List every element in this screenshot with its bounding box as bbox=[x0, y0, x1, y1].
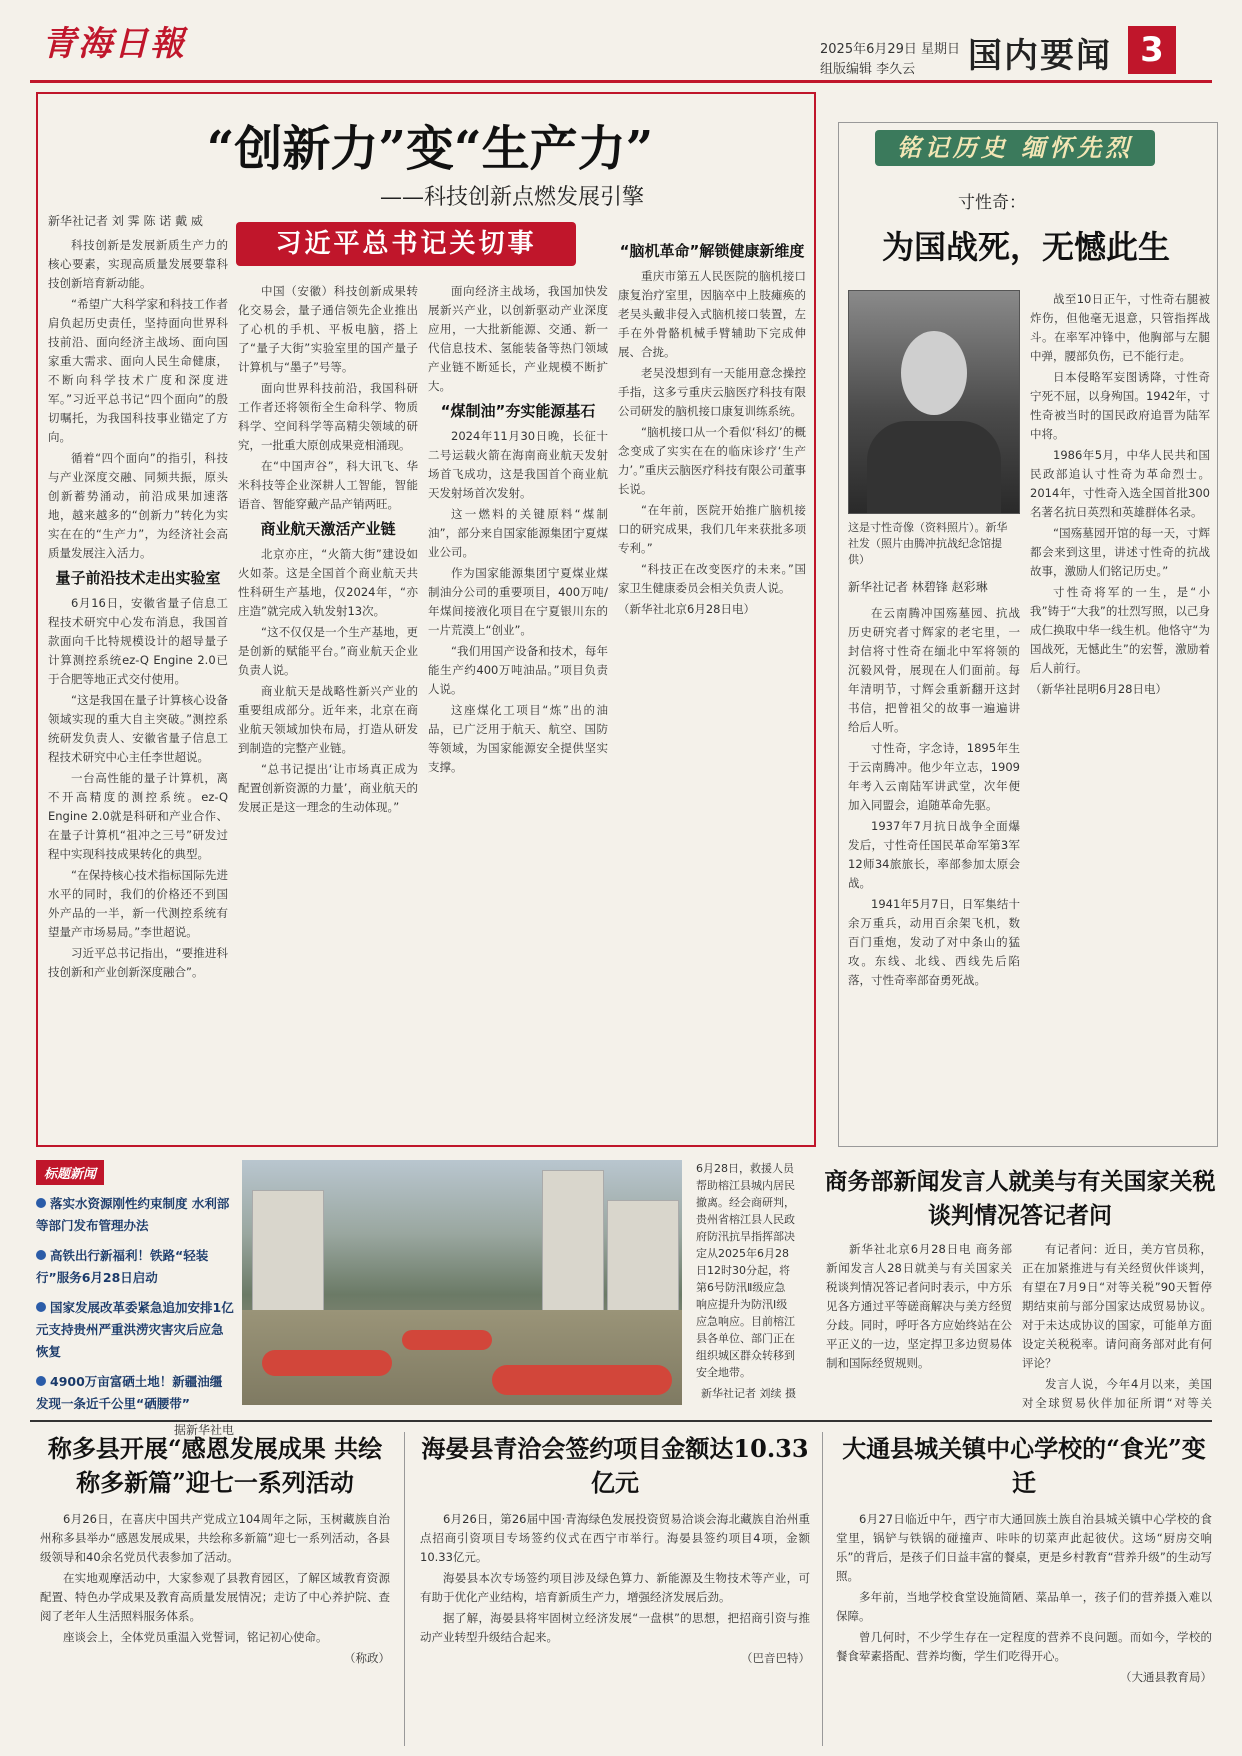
memorial-byline: 新华社记者 林碧锋 赵彩琳 bbox=[848, 580, 988, 594]
bottom-story-1-body bbox=[40, 1510, 390, 1746]
paragraph: 老吴没想到有一天能用意念操控手指，这多亏重庆云脑医疗科技有限公司研发的脑机接口康复训练系统。 bbox=[618, 366, 806, 418]
bullet-icon bbox=[36, 1250, 46, 1260]
lead-column-1 bbox=[48, 236, 228, 1136]
paragraph: 1937年7月抗日战争全面爆发后，寸性奇任国民革命军第3军12师34旅旅长，率部参加太原会战。 bbox=[848, 819, 1020, 890]
paragraph: “总书记提出‘让市场真正成为配置创新资源的力量’，商业航天的发展正是这一理念的生动体现。” bbox=[238, 762, 418, 814]
author: （大通县教育局） bbox=[1120, 1670, 1212, 1684]
bullet-icon bbox=[36, 1198, 46, 1208]
lead-column-4 bbox=[618, 236, 806, 1136]
newspaper-logo: 青海日報 bbox=[42, 24, 186, 64]
paragraph: 寸性奇将军的一生，是“小我”铸于“大我”的壮烈写照，以己身成仁换取中华一线生机。他恪守“为国战死，无憾此生”的宏誓，激励着后人前行。 bbox=[1030, 585, 1210, 675]
lead-subhead-2: 商业航天激活产业链 bbox=[260, 520, 396, 538]
portrait-caption: 这是寸性奇像（资料照片）。新华社发（照片由腾冲抗战纪念馆提供） bbox=[848, 521, 1008, 566]
section-title: 国内要闻 bbox=[968, 36, 1112, 76]
paragraph: “科技正在改变医疗的未来。”国家卫生健康委员会相关负责人说。 bbox=[618, 562, 806, 595]
paragraph: “国殇墓园开馆的每一天，寸辉都会来到这里，讲述寸性奇的抗战故事，激励人们铭记历史。” bbox=[1030, 526, 1210, 578]
news-flash-box bbox=[36, 1160, 234, 1437]
bottom-section-rule bbox=[30, 1420, 1212, 1422]
lead-byline: 新华社记者 刘 霁 陈 诺 戴 威 bbox=[48, 214, 203, 228]
commerce-column-1 bbox=[826, 1240, 1012, 1410]
flash-item[interactable] bbox=[36, 1371, 234, 1415]
paragraph: 在“中国声谷”，科大讯飞、华米科技等企业深耕人工智能，智能语音、智能穿戴产品产销两旺。 bbox=[238, 459, 418, 511]
paragraph: “在年前，医院开始推广脑机接口的研究成果，我们几年来获批多项专利。” bbox=[618, 503, 806, 555]
dateline: （新华社昆明6月28日电） bbox=[1030, 682, 1167, 696]
commerce-headline: 商务部新闻发言人就美与有关国家关税谈判情况答记者问 bbox=[824, 1168, 1216, 1229]
paragraph: “这是我国在量子计算核心设备领域实现的重大自主突破。”测控系统研发负责人、安徽省量子信息工程技术研究中心主任李世超说。 bbox=[48, 693, 228, 764]
paragraph: 有记者问：近日，美方官员称，正在加紧推进与有关经贸伙伴谈判，有望在7月9日“对等关税”90天暂停期结束前与部分国家达成贸易协议。对于未达成协议的国家，可能单方面设定关税税率。请问商务部对此有何评论？ bbox=[1022, 1242, 1212, 1370]
bottom-story-2-body bbox=[420, 1510, 810, 1746]
bottom-story-3-body bbox=[836, 1510, 1212, 1746]
photo-building bbox=[542, 1170, 604, 1312]
paragraph: 2024年11月30日晚，长征十二号运载火箭在海南商业航天发射场首飞成功，这是我国首个商业航天发射场首次发射。 bbox=[428, 429, 608, 500]
paragraph: 发言人说，今年4月以来，美国对全球贸易伙伴加征所谓“对等关 bbox=[1022, 1377, 1212, 1410]
photo-building bbox=[252, 1190, 324, 1312]
memorial-headline: 为国战死，无憾此生 bbox=[881, 228, 1170, 266]
column-separator bbox=[822, 1432, 823, 1746]
paragraph: 这一燃料的关键原料“煤制油”，部分来自国家能源集团宁夏煤业公司。 bbox=[428, 507, 608, 559]
paragraph: 商业航天是战略性新兴产业的重要组成部分。近年来，北京在商业航天领域加快布局，打造从研发到制造的完整产业链。 bbox=[238, 684, 418, 755]
author: （称政） bbox=[344, 1651, 390, 1665]
author: （巴音巴特） bbox=[741, 1651, 810, 1665]
flash-item-text: 国家发展改革委紧急追加安排1亿元支持贵州严重洪涝灾害灾后应急恢复 bbox=[36, 1300, 234, 1359]
column-separator bbox=[404, 1432, 405, 1746]
flash-item-text: 高铁出行新福利！铁路“轻装行”服务6月28日启动 bbox=[36, 1248, 209, 1285]
paragraph: 寸性奇，字念诗，1895年生于云南腾冲。他少年立志，1909年考入云南陆军讲武堂，次年便加入同盟会，追随革命先驱。 bbox=[848, 741, 1020, 812]
bottom-story-1-headline: 称多县开展“感恩发展成果 共绘称多新篇”迎七一系列活动 bbox=[47, 1434, 383, 1497]
flood-rescue-photo bbox=[242, 1160, 682, 1405]
paragraph: 1941年5月7日，日军集结十余万重兵，动用百余架飞机，数百门重炮，发动了对中条山的猛攻。东线、北线、西线先后陷落，寸性奇率部奋勇死战。 bbox=[848, 897, 1020, 987]
paragraph: 日本侵略军妄图诱降，寸性奇宁死不屈，以身殉国。1942年，寸性奇被当时的国民政府追晋为陆军中将。 bbox=[1030, 370, 1210, 441]
issue-editor: 组版编辑 李久云 bbox=[820, 62, 916, 77]
memorial-column-2 bbox=[1030, 290, 1210, 1140]
dateline: （新华社北京6月28日电） bbox=[618, 602, 755, 616]
photo-building bbox=[607, 1200, 679, 1312]
lead-headline: “创新力”变“生产力” bbox=[206, 121, 654, 177]
paragraph: 作为国家能源集团宁夏煤业煤制油分公司的重要项目，400万吨/年煤间接液化项目在宁夏银川东的一片荒漠上“创业”。 bbox=[428, 566, 608, 637]
flash-item[interactable] bbox=[36, 1297, 234, 1363]
portrait-photo bbox=[848, 290, 1020, 514]
paragraph: “希望广大科学家和科技工作者肩负起历史责任，坚持面向世界科技前沿、面向经济主战场、面向国家重大需求、面向人民生命健康，不断向科学技术广度和深度进军。”习近平总书记“四个面向”的殷切嘱托，为我国科技事业锚定了方向。 bbox=[48, 297, 228, 444]
lead-subhead-3: “煤制油”夯实能源基石 bbox=[440, 402, 596, 420]
photo-rescue-boat bbox=[262, 1350, 392, 1376]
lead-subhead-4: “脑机革命”解锁健康新维度 bbox=[619, 242, 805, 260]
portrait-body bbox=[867, 421, 1001, 513]
memorial-tag: 铭记历史 缅怀先烈 bbox=[875, 130, 1155, 166]
paragraph: 新华社北京6月28日电 商务部新闻发言人28日就美与有关国家关税谈判情况答记者问时表示，中方乐见各方通过平等磋商解决与美方经贸分歧。同时，呼吁各方应始终站在公平正义的一边，坚定捍卫多边贸易体制和国际经贸规则。 bbox=[826, 1242, 1012, 1370]
paragraph: 曾几何时，不少学生存在一定程度的营养不良问题。而如今，学校的餐食荤素搭配、营养均衡，学生们吃得开心。 bbox=[836, 1630, 1212, 1663]
paragraph: 重庆市第五人民医院的脑机接口康复治疗室里，因脑卒中上肢瘫痪的老吴头戴非侵入式脑机接口装置，左手在外骨骼机械手臂辅助下完成伸展、合拢。 bbox=[618, 269, 806, 359]
paragraph: “脑机接口从一个看似‘科幻’的概念变成了实实在在的临床诊疗‘生产力’。”重庆云脑医疗科技有限公司董事长说。 bbox=[618, 425, 806, 496]
paragraph: 海晏县本次专场签约项目涉及绿色算力、新能源及生物技术等产业，可有助于优化产业结构，培育新质生产力，增强经济发展后劲。 bbox=[420, 1571, 810, 1604]
paragraph: “在保持核心技术指标国际先进水平的同时，我们的价格还不到国外产品的一半，新一代测控系统有望量产市场易局。”李世超说。 bbox=[48, 868, 228, 939]
page-number: 3 bbox=[1128, 26, 1176, 74]
photo-rescue-boat bbox=[402, 1330, 492, 1350]
paragraph: 6月27日临近中午，西宁市大通回族土族自治县城关镇中心学校的食堂里，锅铲与铁锅的碰撞声、咔咔的切菜声此起彼伏。这场“厨房交响乐”的背后，是孩子们日益丰富的餐桌，更是乡村教育“营养升级”的生动写照。 bbox=[836, 1512, 1212, 1583]
lead-subheadline: ——科技创新点燃发展引擎 bbox=[380, 185, 645, 210]
paragraph: “这不仅仅是一个生产基地，更是创新的赋能平台。”商业航天企业负责人说。 bbox=[238, 625, 418, 677]
lead-banner: 习近平总书记关切事 bbox=[236, 222, 576, 266]
paragraph: 循着“四个面向”的指引，科技与产业深度交融、同频共振，原头创新蓄势涌动，前沿成果加速落地，越来越多的“创新力”转化为实实在在的“生产力”，为经济社会高质量发展注入活力。 bbox=[48, 451, 228, 560]
paragraph: 6月26日，第26届中国·青海绿色发展投资贸易洽谈会海北藏族自治州重点招商引资项目专场签约仪式在西宁市举行。海晏县签约项目4项，金额10.33亿元。 bbox=[420, 1512, 810, 1564]
memorial-column-1 bbox=[848, 604, 1020, 1139]
photo-credit: 新华社记者 刘续 摄 bbox=[701, 1387, 796, 1400]
header-rule bbox=[30, 80, 1212, 83]
paragraph: 战至10日正午，寸性奇右腿被炸伤，但他毫无退意，只管指挥战斗。在率军冲锋中，他胸部与左腿中弹，腰部负伤，已不能行走。 bbox=[1030, 292, 1210, 363]
news-flash-tag: 标题新闻 bbox=[36, 1160, 104, 1185]
bullet-icon bbox=[36, 1302, 46, 1312]
paragraph: 科技创新是发展新质生产力的核心要素，实现高质量发展要靠科技创新培育新动能。 bbox=[48, 238, 228, 290]
issue-date: 2025年6月29日 星期日 bbox=[820, 42, 961, 57]
flash-item-text: 落实水资源刚性约束制度 水利部等部门发布管理办法 bbox=[36, 1196, 230, 1233]
paragraph: 面向世界科技前沿，我国科研工作者还将领衔全生命科学、物质科学、空间科学等高精尖领域的研究，一批重大原创成果竞相涌现。 bbox=[238, 381, 418, 452]
flash-item-text: 4900万亩富硒土地！新疆油缰发现一条近千公里“硒腰带” bbox=[36, 1374, 223, 1411]
portrait-head bbox=[901, 331, 967, 415]
paragraph: 1986年5月，中华人民共和国民政部追认寸性奇为革命烈士。2014年，寸性奇入选全国首批300名著名抗日英烈和英雄群体名录。 bbox=[1030, 448, 1210, 519]
paragraph: 这座煤化工项目“炼”出的油品，已广泛用于航天、航空、国防等领域，为国家能源安全提供坚实支撑。 bbox=[428, 703, 608, 774]
issue-info bbox=[820, 40, 960, 80]
paragraph: 在云南腾冲国殇墓园、抗战历史研究者寸辉家的老宅里，一封信将寸性奇在缅北中军将领的沉毅风骨，展现在人们面前。每年清明节，寸辉会重新翻开这封书信，把曾祖父的故事一遍遍讲给后人听。 bbox=[848, 606, 1020, 734]
paragraph: 6月26日，在喜庆中国共产党成立104周年之际，玉树藏族自治州称多县举办“感恩发展成果，共绘称多新篇”迎七一系列活动，各县级领导和40余名党员代表参加了活动。 bbox=[40, 1512, 390, 1564]
paragraph: 据了解，海晏县将牢固树立经济发展“一盘棋”的思想，把招商引资与推动产业转型升级结合起来。 bbox=[420, 1611, 810, 1644]
commerce-column-2 bbox=[1022, 1240, 1212, 1410]
paragraph: 座谈会上，全体党员重温入党誓词，铭记初心使命。 bbox=[63, 1630, 328, 1644]
paragraph: 一台高性能的量子计算机，离不开高精度的测控系统。ez-Q Engine 2.0就是科研和产业合作、在量子计算机“祖冲之三号”研发过程中实现科技成果转化的典型。 bbox=[48, 771, 228, 861]
lead-column-3 bbox=[428, 282, 608, 1137]
flash-item[interactable] bbox=[36, 1245, 234, 1289]
bottom-story-3-headline: 大通县城关镇中心学校的“食光”变迁 bbox=[842, 1434, 1206, 1497]
paragraph: 多年前，当地学校食堂设施简陋、菜品单一，孩子们的营养摄入难以保障。 bbox=[836, 1590, 1212, 1623]
flash-item[interactable] bbox=[36, 1193, 234, 1237]
paragraph: 习近平总书记指出，“要推进科技创新和产业创新深度融合”。 bbox=[48, 946, 228, 979]
photo-rescue-boat bbox=[492, 1365, 672, 1395]
paragraph: 中国（安徽）科技创新成果转化交易会，量子通信领先企业推出了心机的手机、平板电脑，搭上了“量子大街”实验室里的国产量子计算机与“墨子”号等。 bbox=[238, 284, 418, 374]
bullet-icon bbox=[36, 1376, 46, 1386]
photo-caption-text: 6月28日，救援人员帮助榕江县城内居民撤离。经会商研判，贵州省榕江县人民政府防汛抗旱指挥部决定从2025年6月28日12时30分起，将第6号防汛Ⅱ级应急响应提升为防汛Ⅰ级应急响应。目前榕江县各单位、部门正在组织城区群众转移到安全地带。 bbox=[696, 1162, 795, 1379]
memorial-pre-title: 寸性奇： bbox=[958, 193, 1026, 213]
paragraph: 北京亦庄，“火箭大街”建设如火如荼。这是全国首个商业航天共性科研生产基地，仅2024年，“亦庄造”就完成入轨发射13次。 bbox=[238, 547, 418, 618]
paragraph: 面向经济主战场，我国加快发展新兴产业，以创新驱动产业深度应用，一大批新能源、交通、新一代信息技术、氢能装备等热门领域产业链不断延长，产业规模不断扩大。 bbox=[428, 284, 608, 393]
flash-source: 据新华社电 bbox=[173, 1423, 234, 1437]
paragraph: “我们用国产设备和技术，每年能生产约400万吨油品。”项目负责人说。 bbox=[428, 644, 608, 696]
paragraph: 6月16日，安徽省量子信息工程技术研究中心发布消息，我国首款面向千比特规模设计的超导量子计算测控系统ez-Q Engine 2.0已于合肥等地正式交付使用。 bbox=[48, 596, 228, 686]
bottom-story-2-headline: 海晏县青洽会签约项目金额达10.33亿元 bbox=[421, 1434, 809, 1497]
paragraph: 在实地观摩活动中，大家参观了县教育园区，了解区域教育资源配置、特色办学成果及教育高质量发展情况；走访了中心养护院、查阅了老年人生活照料服务体系。 bbox=[40, 1571, 390, 1623]
lead-subhead-1: 量子前沿技术走出实验室 bbox=[55, 569, 221, 587]
photo-caption bbox=[696, 1160, 796, 1405]
lead-column-2 bbox=[238, 282, 418, 1137]
